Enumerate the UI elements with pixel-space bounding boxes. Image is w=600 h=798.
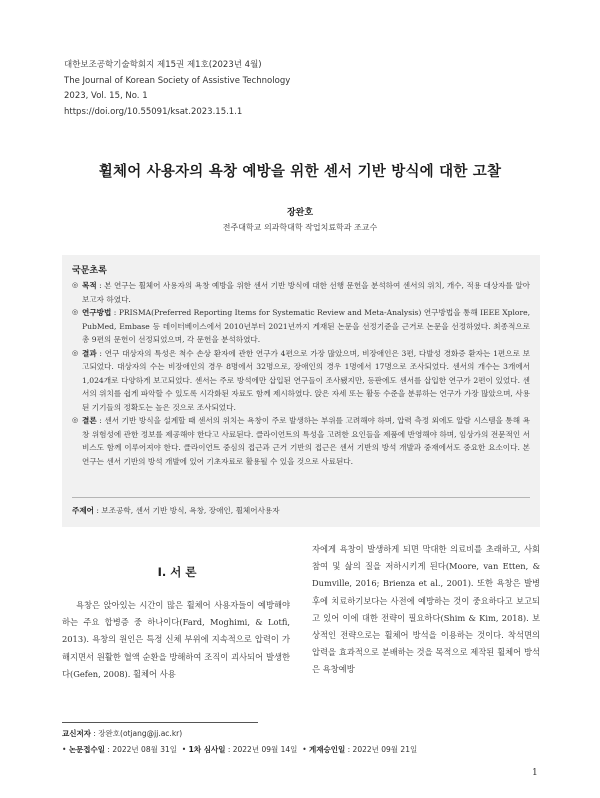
footnote-dates [62,744,542,755]
bullet-icon: ◎ [72,308,79,316]
abstract-purpose-label: 목적 [82,281,97,290]
abstract-methods-label: 연구방법 [82,308,112,317]
page-number: 1 [532,768,538,778]
journal-info [64,58,484,120]
body-left-column: 욕창은 앉아있는 시간이 많은 휠체어 사용자들이 예방해야 하는 주요 합병증 중 하나이다(Fard, Moghimi, & Lotfi, 2013). 욕창의 원인은 특정 신체 부위에 지속적으로 압력이 가해지면서 원활한 혈액 순환을 방해하여 조직이 괴사되어 발생한다(Gefen, 2008). 휠체어 사용 [62,600,290,679]
abstract-methods [72,306,530,347]
footnote-divider [62,722,258,723]
keywords-label: 주제어 [72,506,95,515]
abstract-conclusion-label: 결론 [82,416,97,425]
abstract-purpose-text: : 본 연구는 휠체어 사용자의 욕창 예방을 위한 센서 기반 방식에 대한 선행 문헌을 분석하여 센서의 위치, 개수, 적용 대상자를 알아보고자 하였다. [82,281,530,304]
author-affiliation: 전주대학교 의과학대학 작업치료학과 조교수 [222,223,378,232]
paper-title: 휠체어 사용자의 욕창 예방을 위한 센서 기반 방식에 대한 고찰 [98,164,502,180]
journal-doi-link[interactable]: https://doi.org/10.55091/ksat.2023.15.1.1 [64,106,243,117]
revised-label: 1차 심사일 [188,745,226,754]
bullet-icon: • [299,745,310,754]
bullet-icon: ◎ [72,416,79,424]
journal-korean-line: 대한보조공학기술학회지 제15권 제1호(2023년 4월) [64,60,262,70]
corresponding-text: : 장완호(otjang@jj.ac.kr) [90,729,183,738]
section-heading: Ⅰ. 서 론 [157,565,197,579]
abstract-box [62,255,540,527]
abstract-heading: 국문초록 [72,266,107,276]
abstract-results-text: : 연구 대상자의 특성은 척수 손상 환자에 관한 연구가 4편으로 가장 많았으며, 비장애인은 3편, 다발성 경화증 환자는 1편으로 보고되었다. 대상자의 수는 비장애인의 경우 8명에서 32명으로, 장애인의 경우 1명에서 17명으로 조사되었다. 센서의 개수는 3개에서 1,024개로 다양하게 보고되었다. 센서는 주로 방석에만 삽입된 연구들이 조사됐지만, 등판에도 센서를 삽입한 연구가 2편이 있었다. 센서의 위치를 쉽게 파악할 수 있도록 시각화된 자료도 함께 제시하였다. 앉은 자세 또는 활동 수준을 분류하는 연구가 가장 많았으며, 사용된 기기들의 정확도는 높은 것으로 조사되었다. [82,348,530,412]
journal-volume-line: 2023, Vol. 15, No. 1 [64,91,148,101]
author-name: 장완호 [286,208,314,218]
abstract-results-label: 결과 [82,348,97,358]
revised-date: : 2022년 09월 14일 [225,745,298,754]
bullet-icon: ◎ [72,348,79,357]
abstract-results [72,347,530,415]
corresponding-label: 교신저자 [62,729,91,738]
received-label: 논문접수일 [68,745,106,754]
journal-english-line: The Journal of Korean Society of Assistive Technology [64,75,291,86]
footnote-corresponding [62,728,542,739]
abstract-purpose [72,279,530,306]
keywords [72,497,530,516]
body-right-column: 자에게 욕창이 발생하게 되면 막대한 의료비를 초래하고, 사회 참여 및 삶의 질을 저하시키게 된다(Moore, van Etten, & Dumville, 2016; Brienza et al., 2001). 또한 욕창은 발병 후에 치료하기보다는 사전에 예방하는 것이 중요하다고 보고되고 있어 이에 대한 전략이 필요하다(Shim & Kim, 2018). 보상적인 전략으로는 휠체어 방석을 이용하는 것이다. 착석면의 압력을 효과적으로 분배하는 것을 목적으로 제작된 휠체어 방석은 욕창예방 [312,544,540,675]
received-date: : 2022년 08월 31일 [105,745,178,754]
bullet-icon: • [62,745,69,754]
abstract-conclusion-text: : 센서 기반 방식을 설계할 때 센서의 위치는 욕창이 주로 발생하는 부위를 고려해야 하며, 압력 측정 외에도 알람 시스템을 통해 욕창 위험성에 관한 정보를 제공해야 한다고 사료된다. 클라이언트의 특성을 고려한 요인들을 제품에 반영해야 하며, 임상가의 전문적인 서비스도 함께 이루어져야 한다. 클라이언트 중심의 접근과 근거 기반의 접근은 센서 기반의 방석 개발과 중재에서도 중요한 요소이다. 본 연구는 센서 기반의 방석 개발에 있어 기초자료로 활용될 수 있을 것으로 사료된다. [82,416,530,466]
abstract-methods-text: : PRISMA(Preferred Reporting Items for Systematic Review and Meta-Analysis) 연구방법을 통해 IEEE Xplore, PubMed, Embase 등 데이터베이스에서 2010년부터 2021년까지 게재된 논문을 선정기준을 근거로 논문을 선정하였다. 최종적으로 총 9편의 문헌이 선정되었으며, 각 문헌을 분석하였다. [82,308,530,344]
accepted-date: : 2022년 09월 21일 [345,745,418,754]
abstract-conclusion [72,414,530,468]
accepted-label: 게재승인일 [309,745,346,754]
bullet-icon: • [179,745,189,754]
keywords-text: : 보조공학, 센서 기반 방식, 욕창, 장애인, 휠체어사용자 [94,506,280,515]
bullet-icon: ◎ [72,281,79,289]
